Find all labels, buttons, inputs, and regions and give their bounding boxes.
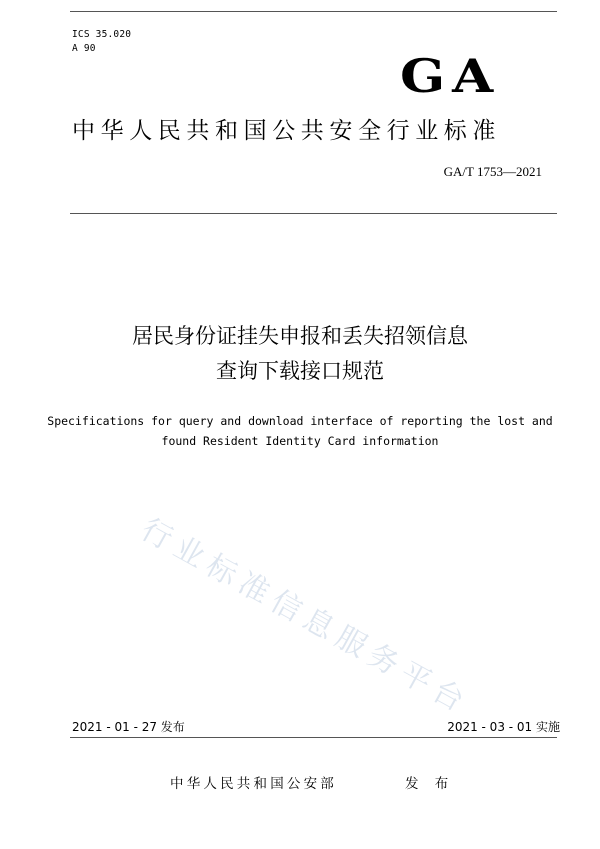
- issuing-authority: 中华人民共和国公安部: [170, 776, 337, 792]
- english-title-line-1: Specifications for query and download interface of reporting the lost and: [47, 414, 553, 428]
- standard-category-title: 中华人民共和国公共安全行业标准: [72, 118, 501, 144]
- english-title-line-2: found Resident Identity Card information: [161, 434, 439, 448]
- chinese-title-line-1: 居民身份证挂失申报和丢失招领信息: [132, 324, 468, 348]
- ga-logo: GA: [400, 49, 501, 103]
- issue-action: 发 布: [405, 776, 455, 792]
- standard-number: GA/T 1753—2021: [443, 164, 542, 179]
- implementation-date: 2021 - 03 - 01 实施: [447, 720, 560, 734]
- top-rule: [70, 11, 557, 12]
- ics-code: ICS 35.020: [72, 29, 132, 40]
- chinese-title-line-2: 查询下载接口规范: [216, 359, 384, 383]
- footer-divider: [70, 737, 557, 738]
- watermark: 行业标准信息服务平台: [135, 511, 476, 722]
- issue-date: 2021 - 01 - 27 发布: [72, 720, 185, 734]
- ccs-code: A 90: [72, 43, 96, 54]
- header-divider: [70, 213, 557, 214]
